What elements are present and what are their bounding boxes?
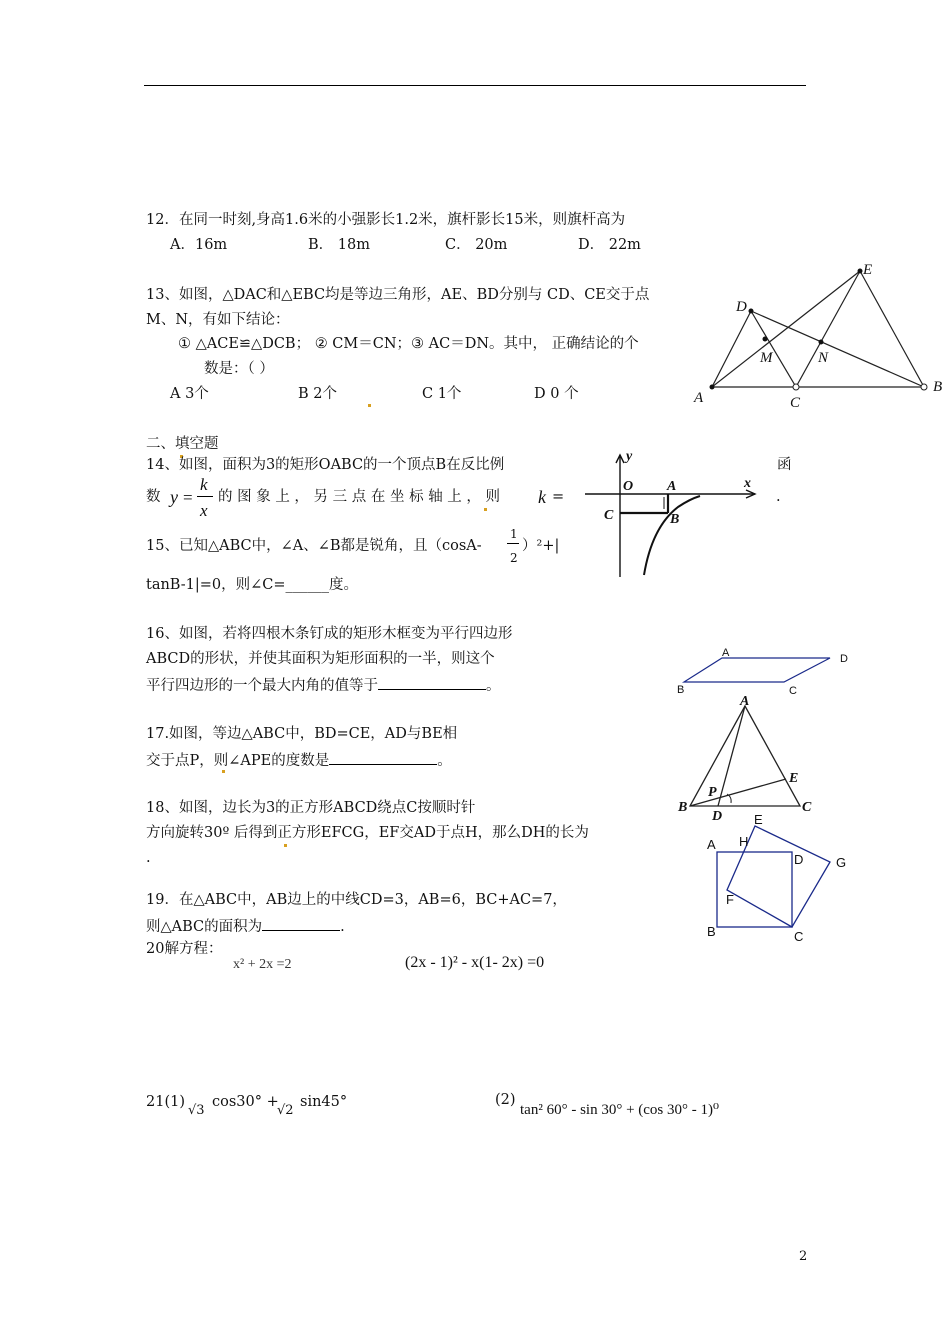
q15-fraction-bar: [507, 543, 519, 544]
q14-label-c: C: [604, 508, 614, 523]
q13-label-e: E: [863, 262, 873, 278]
q13-label-n: N: [818, 350, 829, 366]
q14-line2-b: 的 图 象 上 ， 另 三 点 在 坐 标 轴 上 ， 则: [218, 489, 501, 505]
q21-part2-label: (2): [495, 1092, 516, 1108]
q13-label-b: B: [933, 379, 943, 395]
page-number: 2: [799, 1249, 808, 1264]
q17-label-d: D: [712, 809, 723, 823]
q13-option-a: A 3个: [170, 386, 209, 402]
q16-line3-text: 平行四边形的一个最大内角的值等于: [146, 678, 378, 694]
q14-eq-numerator: k: [200, 475, 208, 494]
q14-line2-c: =: [552, 489, 565, 505]
q14-eq-denominator: x: [200, 501, 208, 520]
q21-part2-expression: tan² 60° - sin 30° + (cos 30° - 1)⁰: [520, 1102, 720, 1118]
q14-line1: 14、如图，面积为3的矩形OABC的一个顶点B在反比例: [146, 457, 505, 473]
q17-answer-blank[interactable]: [329, 752, 437, 765]
q18-label-e: E: [754, 812, 763, 827]
q19-line2-text: 则△ABC的面积为: [146, 919, 263, 935]
decor-dot: [368, 396, 371, 411]
q14-fraction-bar: [197, 496, 213, 497]
q21-sqrt2: √2: [277, 1103, 294, 1118]
q13-label-a: A: [694, 390, 704, 406]
q15-frac-denominator: 2: [510, 551, 518, 565]
q14-line2-a: 数: [146, 489, 161, 505]
q16-line1: 16、如图，若将四根木条钉成的矩形木框变为平行四边形: [146, 626, 513, 642]
q12-option-c: C． 20m: [445, 237, 508, 253]
q15-line1-a: 15、已知△ABC中，∠A、∠B都是锐角，且（cosA-: [146, 538, 482, 554]
q13-line2: M、N，有如下结论：: [146, 312, 290, 328]
q19-answer-blank[interactable]: [262, 918, 340, 931]
q17-label-b: B: [678, 800, 688, 815]
q16-line3: [146, 677, 501, 694]
q14-line1-end: 函: [777, 457, 792, 473]
q15-frac-numerator: 1: [510, 527, 518, 541]
q13-label-m: M: [760, 350, 773, 366]
q19-line2: [146, 918, 345, 935]
decor-dot: [222, 762, 225, 777]
q21-cos30: cos30° +: [212, 1094, 279, 1110]
q14-eq-k: k: [538, 487, 546, 507]
q16-line2: ABCD的形状，并使其面积为矩形面积的一半，则这个: [146, 651, 495, 667]
q18-label-g: G: [836, 855, 847, 870]
q12-option-d: D． 22m: [578, 237, 641, 253]
q14-label-b: B: [670, 512, 680, 527]
q13-option-d: D 0 个: [534, 386, 579, 402]
q18-label-a: A: [707, 837, 716, 852]
q13-label-d: D: [736, 299, 747, 315]
q20-label: 20解方程：: [146, 941, 223, 957]
q17-line2-text: 交于点P，则∠APE的度数是: [146, 753, 330, 769]
q16-answer-blank[interactable]: [378, 677, 486, 690]
q13-option-c: C 1个: [422, 386, 462, 402]
q17-label-e: E: [789, 771, 799, 786]
q17-line2: [146, 752, 452, 769]
header-rule: [144, 85, 806, 86]
q12-option-a: A．16m: [170, 237, 228, 253]
q12-stem: 12．在同一时刻,身高1.6米的小强影长1.2米，旗杆影长15米，则旗杆高为: [146, 212, 626, 228]
q13-line4: 数是：（ ）: [204, 361, 274, 377]
q20-equation-1: x² + 2x =2: [233, 957, 292, 972]
q21-sqrt3: √3: [188, 1103, 205, 1118]
q13-label-c: C: [790, 395, 801, 410]
q16-line3-end: 。: [486, 678, 501, 694]
q18-label-f: F: [726, 892, 734, 907]
q13-figure: [690, 258, 945, 410]
q19-line1: 19．在△ABC中，AB边上的中线CD=3，AB=6，BC+AC=7，: [146, 892, 567, 908]
q16-label-c: C: [789, 685, 797, 697]
q12-option-b: B． 18m: [308, 237, 370, 253]
q17-line1: 17.如图，等边△ABC中，BD=CE，AD与BE相: [146, 726, 458, 742]
decor-dot: [284, 836, 287, 851]
q20-equation-2: (2x - 1)² - x(1- 2x) =0: [405, 954, 545, 971]
q14-line2-end: .: [776, 489, 781, 505]
q14-label-x: x: [744, 476, 751, 491]
q17-label-a: A: [740, 694, 750, 709]
q17-figure: [672, 693, 822, 823]
q17-label-c: C: [802, 800, 812, 815]
q14-eq-equals: =: [183, 488, 193, 507]
q14-label-o: O: [623, 479, 634, 494]
q18-line1: 18、如图，边长为3的正方形ABCD绕点C按顺时针: [146, 800, 476, 816]
decor-dot: [484, 500, 487, 515]
q18-line2: 方向旋转30º 后得到正方形EFCG，EF交AD于点H，那么DH的长为: [146, 825, 589, 841]
q14-label-y: y: [626, 449, 633, 464]
section-title: 二、填空题: [146, 436, 219, 452]
q16-label-d: D: [840, 653, 848, 665]
q14-label-a: A: [667, 479, 677, 494]
q21-part1-label: 21(1): [146, 1094, 185, 1110]
q15-line1-b: ）²+|: [522, 538, 560, 554]
q17-line2-end: 。: [437, 753, 452, 769]
q19-line2-end: .: [340, 919, 345, 935]
q18-label-h: H: [739, 834, 749, 849]
q18-label-c: C: [794, 929, 804, 944]
q16-figure: [672, 645, 857, 700]
q15-line2: tanB-1|=0，则∠C=______度。: [146, 577, 359, 593]
q16-label-a: A: [722, 647, 730, 659]
q17-label-p: P: [708, 785, 717, 800]
q16-label-b: B: [677, 684, 685, 696]
q18-label-d: D: [794, 852, 804, 867]
q14-figure: [580, 445, 765, 580]
q14-eq-y: y: [170, 487, 178, 507]
q13-line1: 13、如图，△DAC和△EBC均是等边三角形，AE、BD分别与 CD、CE交于点: [146, 287, 650, 303]
q21-sin45: sin45°: [300, 1094, 348, 1110]
q18-line3: .: [146, 850, 151, 866]
q18-label-b: B: [707, 924, 716, 939]
q13-line3: ① △ACE≌△DCB； ② CM＝CN；③ AC＝DN。其中， 正确结论的个: [178, 336, 639, 352]
q18-figure: [700, 812, 860, 947]
q13-option-b: B 2个: [298, 386, 337, 402]
